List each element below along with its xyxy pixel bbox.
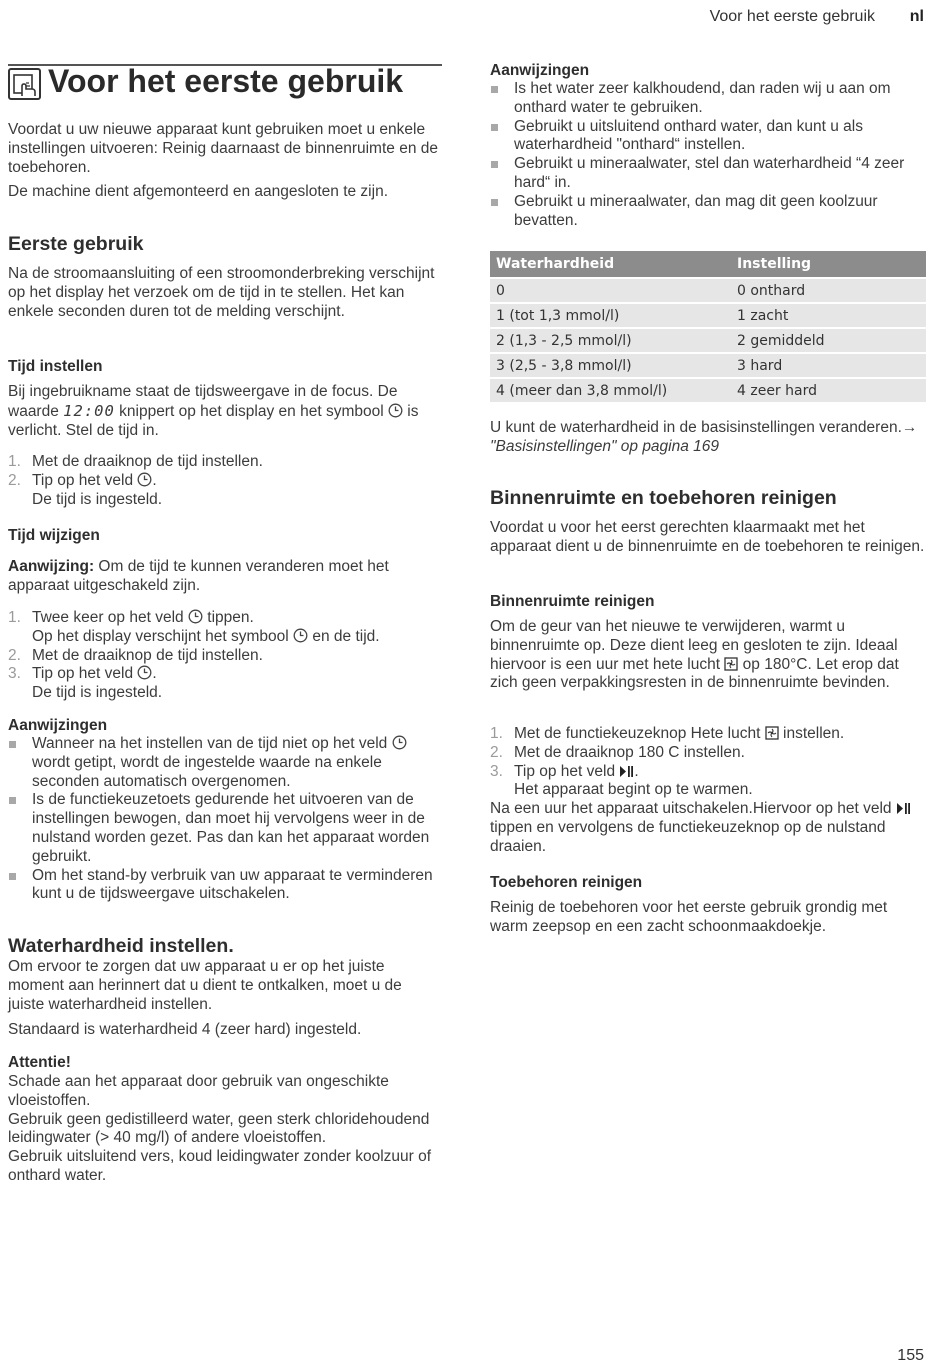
step-text-end: tippen.: [202, 609, 254, 626]
list-item: [490, 763, 926, 801]
list-item: [8, 453, 442, 472]
play-pause-icon: [619, 765, 634, 778]
set-time-heading: Tijd instellen: [8, 358, 103, 375]
list-item: [490, 80, 926, 118]
step-text: Met de functiekeuzeknop Hete lucht: [514, 725, 765, 742]
first-use-hand-icon: [8, 68, 41, 100]
table-row: [490, 304, 926, 327]
clock-icon: [188, 609, 203, 624]
display-time-value: 12:00: [63, 401, 115, 420]
set-time-steps: [8, 453, 442, 509]
interior-cleaning-text: [490, 618, 926, 693]
note-label: Aanwijzing:: [8, 558, 95, 575]
list-item: [8, 735, 442, 791]
step-number: 2.: [8, 471, 21, 489]
step-text-end: .: [634, 762, 639, 780]
note-text: Gebruikt u mineraalwater, stel dan waterhardheid “4 zeer hard“ in.: [514, 155, 905, 191]
table-header-cell: Instelling: [731, 251, 926, 277]
attention-text: [8, 1073, 442, 1186]
interior-text-b: op 180°C. Let erop dat zich geen verpakkingsresten in de binnenruimte bevinden.: [490, 655, 899, 692]
step-text: Tip op het veld: [32, 665, 138, 683]
attention-line: Schade aan het apparaat door gebruik van ongeschikte vloeistoffen.: [8, 1073, 389, 1109]
clock-icon: [388, 403, 403, 418]
list-item: [490, 725, 926, 744]
step-number: 2.: [8, 646, 21, 664]
step-result: De tijd is ingesteld.: [32, 684, 163, 702]
step-result-end: en de tijd.: [308, 627, 380, 645]
step-text: Tip op het veld: [514, 762, 620, 780]
bullet-square-icon: [9, 797, 16, 804]
table-cell: 3 (2,5 - 3,8 mmol/l): [490, 354, 731, 377]
step-text-end: instellen.: [778, 725, 845, 742]
first-use-text: Na de stroomaansluiting of een stroomonderbreking verschijnt op het display het verzoek om de tijd in te stellen. Het kan enkele seconden duren tot de melding verschijnt.: [8, 265, 435, 320]
step-number: 3.: [490, 762, 503, 780]
right-notes-list: [490, 80, 926, 230]
arrow-right-icon: →: [901, 419, 918, 436]
list-item: [8, 791, 442, 866]
intro-note: De machine dient afgemonteerd en aangesloten te zijn.: [8, 183, 388, 200]
note-text: Om het stand-by verbruik van uw apparaat te verminderen kunt u de tijdsweergave uitschakelen.: [32, 866, 433, 903]
table-row: [490, 354, 926, 377]
play-pause-icon: [896, 802, 911, 815]
list-item: [490, 118, 926, 156]
set-time-text-c: is verlicht. Stel de tijd in.: [8, 402, 419, 439]
note-text: Gebruikt u uitsluitend onthard water, dan kunt u als waterhardheid "onthard“ instellen.: [514, 117, 863, 154]
clock-icon: [392, 735, 407, 750]
table-cell: 0 onthard: [731, 279, 926, 302]
step-number: 1.: [490, 725, 503, 742]
list-item: [8, 472, 442, 510]
hot-air-icon: [765, 726, 779, 740]
header-language: nl: [909, 8, 924, 25]
interior-text-a: Om de geur van het nieuwe te verwijderen, warmt u binnenruimte op. Deze dient leeg en gesloten te zijn. Ideaal hiervoor is een uur met hete lucht: [490, 618, 898, 673]
right-notes-heading: Aanwijzingen: [490, 62, 590, 79]
table-cell: 4 zeer hard: [731, 379, 926, 402]
note-text: Is het water zeer kalkhoudend, dan raden wij u aan om onthard water te gebruiken.: [514, 80, 891, 116]
attention-heading: Attentie!: [8, 1054, 71, 1071]
list-item: [8, 609, 442, 647]
water-hardness-heading: Waterhardheid instellen.: [8, 935, 234, 957]
step-number: 3.: [8, 665, 21, 683]
set-time-text-b: knippert op het display en het symbool: [114, 402, 388, 420]
hot-air-icon: [724, 657, 738, 671]
step-result: Het apparaat begint op te warmen.: [514, 781, 753, 799]
water-hardness-table: [490, 249, 926, 404]
note-text: Wanneer na het instellen van de tijd niet op het veld: [32, 735, 392, 752]
page-header: [0, 8, 950, 28]
change-time-steps: [8, 609, 442, 703]
table-cell: 2 (1,3 - 2,5 mmol/l): [490, 329, 731, 352]
set-time-text-a: Bij ingebruikname staat de tijdsweergave in de focus. De waarde: [8, 383, 398, 420]
table-cell: 1 zacht: [731, 304, 926, 327]
list-item: [490, 155, 926, 193]
step-text: Met de draaiknop de tijd instellen.: [32, 453, 263, 470]
attention-line: Gebruik uitsluitend vers, koud leidingwater zonder koolzuur of onthard water.: [8, 1148, 432, 1184]
accessories-text: Reinig de toebehoren voor het eerste gebruik grondig met warm zeepsop en een zacht schoonmaakdoekje.: [490, 899, 888, 935]
set-time-text: [8, 383, 442, 440]
basic-settings-link[interactable]: "Basisinstellingen" op pagina 169: [490, 437, 720, 455]
note-text-end: wordt getipt, wordt de ingestelde waarde na enkele seconden automatisch overgenomen.: [32, 753, 382, 790]
bullet-square-icon: [9, 873, 16, 880]
clock-icon: [293, 628, 308, 643]
table-row: [490, 279, 926, 302]
list-item: [8, 647, 442, 666]
table-cell: 3 hard: [731, 354, 926, 377]
note-text: Is de functiekeuzetoets gedurende het uitvoeren van de instellingen bewogen, dan moet hij vervolgens weer in de nulstand worden gezet. Pas dan kan het apparaat worden gebruikt.: [32, 791, 430, 865]
step-text: Met de draaiknop 180 C instellen.: [514, 743, 745, 761]
basic-settings-reference: [490, 419, 926, 457]
reference-text: U kunt de waterhardheid in de basisinstellingen veranderen.: [490, 419, 902, 436]
table-header-row: [490, 251, 926, 277]
step-number: 1.: [8, 609, 21, 626]
note-text: Om de tijd te kunnen veranderen moet het apparaat uitgeschakeld zijn.: [8, 558, 389, 594]
accessories-heading: Toebehoren reinigen: [490, 874, 643, 891]
water-hardness-default: Standaard is waterhardheid 4 (zeer hard) ingesteld.: [8, 1021, 362, 1038]
bullet-square-icon: [491, 161, 498, 168]
table-cell: 0: [490, 279, 731, 302]
change-time-heading: Tijd wijzigen: [8, 527, 100, 544]
change-time-note: [8, 558, 442, 596]
table-row: [490, 379, 926, 402]
table-cell: 4 (meer dan 3,8 mmol/l): [490, 379, 731, 402]
page-number: 155: [897, 1347, 924, 1364]
note-text: Gebruikt u mineraalwater, dan mag dit geen koolzuur bevatten.: [514, 192, 878, 229]
bullet-square-icon: [491, 124, 498, 131]
table-cell: 1 (tot 1,3 mmol/l): [490, 304, 731, 327]
intro-paragraph: Voordat u uw nieuwe apparaat kunt gebruiken moet u enkele instellingen uitvoeren: Reinig daarnaast de binnenruimte en de toebehoren.: [8, 121, 438, 176]
bullet-square-icon: [491, 86, 498, 93]
step-result: Op het display verschijnt het symbool: [32, 627, 294, 645]
after-text-b: tippen en vervolgens de functiekeuzeknop op de nulstand draaien.: [490, 818, 886, 855]
cleaning-heading: Binnenruimte en toebehoren reinigen: [490, 487, 837, 509]
attention-line: Gebruik geen gedistilleerd water, geen sterk chloridehoudend leidingwater (> 40 mg/l) of andere vloeistoffen.: [8, 1110, 430, 1147]
list-item: [490, 744, 926, 763]
left-notes-list: [8, 735, 442, 904]
cleaning-text: Voordat u voor het eerst gerechten klaarmaakt met het apparaat dient u de binnenruimte en de toebehoren te reinigen.: [490, 519, 925, 555]
step-result: De tijd is ingesteld.: [32, 490, 163, 508]
step-number: 1.: [8, 453, 21, 470]
step-text-end: .: [152, 471, 157, 489]
table-cell: 2 gemiddeld: [731, 329, 926, 352]
interior-cleaning-steps: [490, 725, 926, 800]
clock-icon: [137, 665, 152, 680]
header-section-title: Voor het eerste gebruik: [709, 8, 875, 25]
left-notes-heading: Aanwijzingen: [8, 717, 108, 734]
step-text-end: .: [152, 665, 157, 683]
table-header-cell: Waterhardheid: [490, 251, 731, 277]
step-number: 2.: [490, 743, 503, 761]
list-item: [490, 193, 926, 231]
after-text-a: Na een uur het apparaat uitschakelen.Hiervoor op het veld: [490, 800, 896, 817]
list-item: [8, 665, 442, 703]
clock-icon: [137, 472, 152, 487]
first-use-heading: Eerste gebruik: [8, 233, 144, 255]
bullet-square-icon: [9, 741, 16, 748]
list-item: [8, 867, 442, 905]
interior-cleaning-heading: Binnenruimte reinigen: [490, 593, 655, 610]
table-row: [490, 329, 926, 352]
water-hardness-text: Om ervoor te zorgen dat uw apparaat u er op het juiste moment aan herinnert dat u dient te ontkalken, moet u de juiste waterhardheid instellen.: [8, 958, 402, 1013]
step-text: Tip op het veld: [32, 471, 138, 489]
interior-after-text: [490, 800, 926, 856]
bullet-square-icon: [491, 199, 498, 206]
step-text: Met de draaiknop de tijd instellen.: [32, 646, 263, 664]
step-text: Twee keer op het veld: [32, 609, 188, 626]
page-title: Voor het eerste gebruik: [48, 63, 404, 99]
